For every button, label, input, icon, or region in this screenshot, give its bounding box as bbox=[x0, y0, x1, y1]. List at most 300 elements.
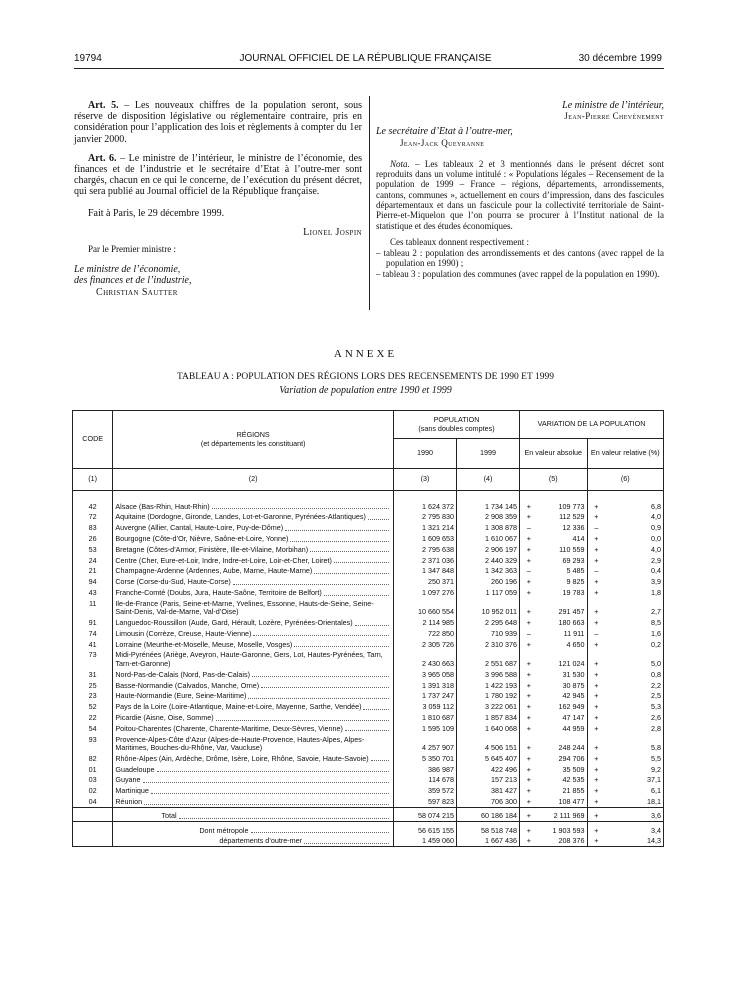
row-pop-1999: 5 645 407 bbox=[457, 753, 520, 764]
row-pop-1990: 1 321 214 bbox=[393, 522, 456, 533]
row-code: 22 bbox=[73, 712, 113, 723]
row-pop-1990: 2 371 036 bbox=[393, 554, 456, 565]
row-region bbox=[113, 565, 394, 576]
row-code: 41 bbox=[73, 638, 113, 649]
row-abs-sign: + bbox=[520, 669, 538, 680]
row-pop-1990: 3 965 058 bbox=[393, 669, 456, 680]
row-code: 53 bbox=[73, 544, 113, 555]
dom-row-text: départements d’outre-mer bbox=[219, 836, 303, 846]
row-rel-sign: + bbox=[587, 587, 605, 598]
region-leader bbox=[115, 513, 391, 522]
table-title: TABLEAU A : POPULATION DES RÉGIONS LORS DES RECENSEMENTS DE 1990 ET 1999 bbox=[177, 372, 554, 382]
dom-row bbox=[73, 835, 664, 846]
dom-row-pop-1990: 1 459 060 bbox=[393, 835, 456, 846]
row-abs-value: 162 949 bbox=[558, 702, 585, 712]
dot-leader bbox=[345, 725, 389, 732]
row-pop-1999: 1 780 192 bbox=[457, 690, 520, 701]
dot-leader bbox=[157, 766, 389, 773]
row-region bbox=[113, 576, 394, 587]
dot-leader bbox=[179, 812, 389, 819]
row-region bbox=[113, 669, 394, 680]
row-rel-sign: + bbox=[587, 598, 605, 617]
region-name: Ile-de-France (Paris, Seine-et-Marne, Yvelines, Essonne, Hauts-de-Seine, Seine-Saint-Denis, Val-de-Marne, Val-d’Oise) bbox=[115, 598, 374, 617]
region-leader bbox=[115, 766, 391, 775]
dom-row-rel-sign: + bbox=[587, 835, 605, 846]
row-abs-sign: + bbox=[520, 576, 538, 587]
row-region bbox=[113, 501, 394, 512]
row-region bbox=[113, 763, 394, 774]
dot-leader bbox=[216, 714, 389, 721]
row-region bbox=[113, 617, 394, 628]
header-population bbox=[393, 411, 519, 439]
row-pop-1990: 2 430 663 bbox=[393, 649, 456, 668]
row-rel-value: 6,8 bbox=[605, 501, 663, 512]
region-name: Nord-Pas-de-Calais (Nord, Pas-de-Calais) bbox=[115, 669, 250, 679]
table-row bbox=[73, 796, 664, 807]
table-row bbox=[73, 533, 664, 544]
region-name: Alsace (Bas-Rhin, Haut-Rhin) bbox=[115, 501, 210, 511]
region-name: Languedoc-Roussillon (Aude, Gard, Hérault, Lozère, Pyrénées-Orientales) bbox=[115, 618, 353, 628]
row-code: 72 bbox=[73, 511, 113, 522]
row-rel-value: 2,9 bbox=[605, 554, 663, 565]
metro-row-pop-1999: 58 518 748 bbox=[457, 821, 520, 835]
row-abs-sign: + bbox=[520, 753, 538, 764]
row-rel-sign: + bbox=[587, 554, 605, 565]
dot-leader bbox=[285, 524, 389, 531]
row-region bbox=[113, 733, 394, 752]
sum-leader bbox=[115, 837, 391, 846]
dom-row-label bbox=[113, 835, 394, 846]
table-row bbox=[73, 712, 664, 723]
row-abs-sign: + bbox=[520, 679, 538, 690]
row-abs-sign: + bbox=[520, 774, 538, 785]
row-pop-1990: 1 347 848 bbox=[393, 565, 456, 576]
secretary-outremer: Le secrétaire d’Etat à l’outre-mer, bbox=[376, 126, 513, 138]
row-rel-sign: + bbox=[587, 763, 605, 774]
row-abs-value: 42 535 bbox=[562, 775, 585, 785]
row-rel-value: 4,0 bbox=[605, 511, 663, 522]
row-pop-1990: 4 257 907 bbox=[393, 733, 456, 752]
row-pop-1999: 10 952 011 bbox=[457, 598, 520, 617]
row-region bbox=[113, 533, 394, 544]
row-rel-sign: + bbox=[587, 701, 605, 712]
region-leader bbox=[115, 524, 391, 533]
dot-leader bbox=[261, 682, 389, 689]
row-code: 02 bbox=[73, 785, 113, 796]
ces-tableaux: Ces tableaux donnent respectivement : bbox=[390, 236, 529, 247]
spacer-cell bbox=[457, 491, 520, 501]
row-rel-value: 2,5 bbox=[605, 690, 663, 701]
row-abs-sign: + bbox=[520, 785, 538, 796]
table-row bbox=[73, 753, 664, 764]
row-abs-value: 121 024 bbox=[558, 659, 585, 669]
row-code: 26 bbox=[73, 533, 113, 544]
region-leader bbox=[115, 578, 391, 587]
row-pop-1990: 386 987 bbox=[393, 763, 456, 774]
row-pop-1999: 1 342 363 bbox=[457, 565, 520, 576]
row-region bbox=[113, 690, 394, 701]
header-population-sub: (sans doubles comptes) bbox=[418, 423, 495, 433]
row-pop-1999: 710 939 bbox=[457, 628, 520, 639]
region-name: Franche-Comté (Doubs, Jura, Haute-Saône, Territoire de Belfort) bbox=[115, 587, 322, 597]
column-divider bbox=[369, 96, 370, 310]
colnum-2: (2) bbox=[113, 469, 394, 491]
table-row bbox=[73, 723, 664, 734]
header-regions-label: RÉGIONS bbox=[236, 429, 270, 439]
row-region bbox=[113, 522, 394, 533]
minister-eco-line1: Le ministre de l’économie, bbox=[74, 264, 181, 276]
spacer-cell bbox=[587, 491, 605, 501]
sum-code-empty bbox=[73, 835, 113, 846]
spacer-cell bbox=[73, 491, 113, 501]
region-name: Poitou-Charentes (Charente, Charente-Maritime, Deux-Sèvres, Vienne) bbox=[115, 723, 343, 733]
nota-label: Nota. bbox=[390, 158, 410, 169]
row-abs-value: 109 773 bbox=[558, 501, 585, 511]
row-code: 91 bbox=[73, 617, 113, 628]
row-pop-1999: 1 610 067 bbox=[457, 533, 520, 544]
row-pop-1999: 1 640 068 bbox=[457, 723, 520, 734]
table-row bbox=[73, 701, 664, 712]
row-abs-value: 12 336 bbox=[562, 523, 585, 533]
region-leader bbox=[115, 755, 391, 764]
region-name: Martinique bbox=[115, 786, 149, 796]
metro-row-pop-1990: 56 615 155 bbox=[393, 821, 456, 835]
row-pop-1990: 1 391 318 bbox=[393, 679, 456, 690]
row-pop-1999: 422 496 bbox=[457, 763, 520, 774]
header-rule bbox=[74, 68, 664, 69]
row-rel-sign: + bbox=[587, 669, 605, 680]
table-body bbox=[73, 491, 664, 847]
dot-leader bbox=[248, 692, 389, 699]
right-column bbox=[376, 100, 664, 279]
row-abs-sign: + bbox=[520, 712, 538, 723]
region-leader bbox=[115, 776, 391, 785]
region-leader bbox=[115, 567, 391, 576]
row-code: 23 bbox=[73, 690, 113, 701]
row-region bbox=[113, 638, 394, 649]
row-rel-value: 0,8 bbox=[605, 669, 663, 680]
nota-paragraph bbox=[376, 159, 664, 231]
row-rel-sign: + bbox=[587, 501, 605, 512]
row-rel-value: 6,1 bbox=[605, 785, 663, 796]
row-abs-value: 248 244 bbox=[558, 743, 585, 753]
colnum-1: (1) bbox=[73, 469, 113, 491]
row-region bbox=[113, 587, 394, 598]
header-code: CODE bbox=[73, 411, 113, 469]
row-pop-1990: 114 678 bbox=[393, 774, 456, 785]
row-pop-1999: 2 310 376 bbox=[457, 638, 520, 649]
row-rel-value: 1,8 bbox=[605, 587, 663, 598]
article-5-label: Art. 5. bbox=[88, 100, 119, 111]
dot-leader bbox=[294, 641, 389, 648]
row-region bbox=[113, 796, 394, 807]
signatory-name: Lionel Jospin bbox=[303, 226, 362, 238]
row-rel-value: 0,0 bbox=[605, 533, 663, 544]
row-pop-1999: 706 300 bbox=[457, 796, 520, 807]
metro-row bbox=[73, 821, 664, 835]
minister-interior-name: Jean-Pierre Chevènement bbox=[564, 111, 664, 122]
dot-leader bbox=[212, 503, 389, 510]
header-abs: En valeur absolue bbox=[520, 439, 588, 469]
row-pop-1990: 1 737 247 bbox=[393, 690, 456, 701]
region-leader bbox=[115, 692, 391, 701]
row-abs-sign: + bbox=[520, 617, 538, 628]
dot-leader bbox=[143, 776, 389, 783]
row-pop-1999: 260 196 bbox=[457, 576, 520, 587]
row-rel-value: 0,9 bbox=[605, 522, 663, 533]
row-abs-sign: + bbox=[520, 544, 538, 555]
article-6-text: – Le ministre de l’intérieur, le ministre de l’économie, des finances et de l’industrie et le secrétaire d’Etat à l’outre-mer sont chargés, chacun en ce qui le concerne, de l’exécution du présent décret, qui sera publié au Journal officiel de la République française. bbox=[74, 152, 362, 198]
region-leader bbox=[115, 787, 391, 796]
row-rel-sign: – bbox=[587, 565, 605, 576]
row-abs-value: 108 477 bbox=[558, 797, 585, 806]
row-rel-value: 4,0 bbox=[605, 544, 663, 555]
row-region bbox=[113, 628, 394, 639]
row-pop-1990: 1 609 653 bbox=[393, 533, 456, 544]
dot-leader bbox=[368, 513, 389, 520]
population-table bbox=[72, 410, 664, 847]
dot-leader bbox=[252, 671, 389, 678]
region-leader bbox=[115, 798, 391, 807]
issue-date: 30 décembre 1999 bbox=[578, 53, 662, 64]
region-name: Aquitaine (Dordogne, Gironde, Landes, Lot-et-Garonne, Pyrénées-Atlantiques) bbox=[115, 512, 366, 522]
row-pop-1990: 1 097 276 bbox=[393, 587, 456, 598]
region-leader bbox=[115, 535, 391, 544]
header-regions-sub: (et départements les constituant) bbox=[200, 438, 306, 448]
row-abs-value: 11 911 bbox=[563, 628, 585, 638]
row-code: 83 bbox=[73, 522, 113, 533]
colnum-5: (5) bbox=[520, 469, 588, 491]
row-rel-sign: + bbox=[587, 796, 605, 807]
row-abs-value: 47 147 bbox=[562, 712, 585, 722]
spacer-row bbox=[73, 491, 664, 501]
spacer-cell bbox=[520, 491, 538, 501]
row-rel-value: 37,1 bbox=[605, 774, 663, 785]
region-name: Auvergne (Allier, Cantal, Haute-Loire, Puy-de-Dôme) bbox=[115, 523, 284, 533]
total-row bbox=[73, 807, 664, 821]
row-pop-1999: 2 440 329 bbox=[457, 554, 520, 565]
dom-row-abs-sign: + bbox=[520, 835, 538, 846]
row-rel-sign: + bbox=[587, 576, 605, 587]
row-pop-1999: 1 308 878 bbox=[457, 522, 520, 533]
row-region bbox=[113, 554, 394, 565]
table-row bbox=[73, 649, 664, 668]
row-code: 93 bbox=[73, 733, 113, 752]
row-rel-sign: + bbox=[587, 617, 605, 628]
row-abs-value: 9 825 bbox=[566, 577, 585, 587]
sum-leader bbox=[115, 812, 391, 821]
dot-leader bbox=[233, 578, 389, 585]
row-pop-1990: 5 350 701 bbox=[393, 753, 456, 764]
total-row-label bbox=[113, 807, 394, 821]
dot-leader bbox=[371, 755, 389, 762]
row-abs-value: 31 530 bbox=[562, 669, 585, 679]
row-abs-value: 69 293 bbox=[562, 555, 585, 565]
row-rel-value: 9,2 bbox=[605, 763, 663, 774]
row-pop-1999: 3 222 061 bbox=[457, 701, 520, 712]
total-row-abs-value: 2 111 969 bbox=[538, 807, 587, 821]
row-pop-1990: 10 660 554 bbox=[393, 598, 456, 617]
row-rel-sign: + bbox=[587, 753, 605, 764]
region-name: Corse (Corse-du-Sud, Haute-Corse) bbox=[115, 577, 231, 587]
row-abs-value: 180 663 bbox=[558, 618, 585, 628]
region-name: Haute-Normandie (Eure, Seine-Maritime) bbox=[115, 691, 247, 701]
row-abs-sign: + bbox=[520, 733, 538, 752]
dot-leader bbox=[304, 837, 389, 844]
row-region bbox=[113, 679, 394, 690]
row-rel-sign: + bbox=[587, 785, 605, 796]
region-leader bbox=[115, 630, 391, 639]
dot-leader bbox=[324, 589, 389, 596]
row-region bbox=[113, 723, 394, 734]
row-code: 42 bbox=[73, 501, 113, 512]
row-rel-sign: + bbox=[587, 733, 605, 752]
region-name: Bretagne (Côtes-d’Armor, Finistère, Ille-et-Vilaine, Morbihan) bbox=[115, 544, 309, 554]
region-name: Limousin (Corrèze, Creuse, Haute-Vienne) bbox=[115, 628, 252, 638]
row-pop-1990: 2 114 985 bbox=[393, 617, 456, 628]
row-abs-sign: – bbox=[520, 522, 538, 533]
row-pop-1990: 2 305 726 bbox=[393, 638, 456, 649]
region-leader bbox=[115, 736, 391, 753]
table-row bbox=[73, 554, 664, 565]
dot-leader bbox=[151, 787, 389, 794]
total-row-text: Total bbox=[161, 811, 177, 820]
region-name: Champagne-Ardenne (Ardennes, Aube, Marne, Haute-Marne) bbox=[115, 566, 313, 576]
row-abs-sign: + bbox=[520, 511, 538, 522]
row-rel-value: 1,6 bbox=[605, 628, 663, 639]
row-abs-value: 5 485 bbox=[566, 566, 585, 576]
row-abs-sign: + bbox=[520, 598, 538, 617]
row-rel-sign: + bbox=[587, 511, 605, 522]
header-rel: En valeur relative (%) bbox=[587, 439, 663, 469]
row-region bbox=[113, 544, 394, 555]
row-code: 31 bbox=[73, 669, 113, 680]
row-code: 04 bbox=[73, 796, 113, 807]
row-abs-value: 42 945 bbox=[562, 691, 585, 701]
table-row bbox=[73, 785, 664, 796]
row-pop-1999: 157 213 bbox=[457, 774, 520, 785]
row-rel-value: 0,2 bbox=[605, 638, 663, 649]
row-rel-sign: + bbox=[587, 679, 605, 690]
row-pop-1990: 1 810 687 bbox=[393, 712, 456, 723]
row-rel-value: 3,9 bbox=[605, 576, 663, 587]
spacer-cell bbox=[393, 491, 456, 501]
row-code: 94 bbox=[73, 576, 113, 587]
minister-eco-name: Christian Sautter bbox=[96, 286, 178, 298]
header-regions bbox=[113, 411, 394, 469]
row-region bbox=[113, 649, 394, 668]
dot-leader bbox=[355, 619, 389, 626]
row-pop-1999: 2 906 197 bbox=[457, 544, 520, 555]
table-row bbox=[73, 544, 664, 555]
row-abs-sign: + bbox=[520, 796, 538, 807]
metro-row-abs-value: 1 903 593 bbox=[538, 821, 587, 835]
total-row-rel-sign: + bbox=[587, 807, 605, 821]
row-code: 74 bbox=[73, 628, 113, 639]
row-pop-1999: 2 295 648 bbox=[457, 617, 520, 628]
journal-title: JOURNAL OFFICIEL DE LA RÉPUBLIQUE FRANÇAISE bbox=[239, 53, 492, 64]
region-leader bbox=[115, 641, 391, 650]
metro-row-rel-sign: + bbox=[587, 821, 605, 835]
row-rel-sign: + bbox=[587, 690, 605, 701]
region-name: Basse-Normandie (Calvados, Manche, Orne) bbox=[115, 680, 260, 690]
row-region bbox=[113, 712, 394, 723]
region-name: Centre (Cher, Eure-et-Loir, Indre, Indre-et-Loire, Loir-et-Cher, Loiret) bbox=[115, 555, 332, 565]
dot-leader bbox=[251, 827, 389, 834]
row-abs-value: 4 650 bbox=[566, 639, 585, 649]
list-item-tableau-2: – tableau 2 : population des arrondissements et des cantons (avec rappel de la population en 1990) ; bbox=[376, 248, 664, 269]
row-region bbox=[113, 774, 394, 785]
row-rel-value: 2,8 bbox=[605, 723, 663, 734]
total-row-pop-1990: 58 074 215 bbox=[393, 807, 456, 821]
nota-text: – Les tableaux 2 et 3 mentionnés dans le présent décret sont reproduits dans un volume intitulé : « Populations légales – Recensement de la population de 1999 – France – régions, départements, arrondissements, cantons, communes », actuellement en cours d’impression, dans des fascicules départementaux et dans un fascicule pour la collectivité territoriale de Saint-Pierre-et-Miquelon que l’on pourra se procurer à l’Institut national de la statistique et des études économiques. bbox=[376, 158, 664, 231]
dot-leader bbox=[290, 535, 389, 542]
table-subtitle: Variation de population entre 1990 et 1999 bbox=[279, 385, 452, 396]
row-rel-sign: – bbox=[587, 522, 605, 533]
table-row bbox=[73, 511, 664, 522]
row-pop-1999: 4 506 151 bbox=[457, 733, 520, 752]
row-code: 24 bbox=[73, 554, 113, 565]
metro-row-text: Dont métropole bbox=[199, 825, 249, 835]
row-rel-value: 5,5 bbox=[605, 753, 663, 764]
row-pop-1999: 2 551 687 bbox=[457, 649, 520, 668]
annexe-title: ANNEXE bbox=[333, 348, 398, 360]
row-pop-1990: 1 624 372 bbox=[393, 501, 456, 512]
total-row-pop-1999: 60 186 184 bbox=[457, 807, 520, 821]
dot-leader bbox=[314, 567, 389, 574]
colnum-3: (3) bbox=[393, 469, 456, 491]
row-rel-sign: + bbox=[587, 649, 605, 668]
row-region bbox=[113, 598, 394, 617]
row-abs-value: 294 706 bbox=[558, 753, 585, 763]
row-abs-sign: + bbox=[520, 533, 538, 544]
row-pop-1990: 3 059 112 bbox=[393, 701, 456, 712]
header-variation: VARIATION DE LA POPULATION bbox=[520, 411, 664, 439]
region-leader bbox=[115, 671, 391, 680]
row-region bbox=[113, 701, 394, 712]
row-code: 43 bbox=[73, 587, 113, 598]
row-pop-1990: 1 595 109 bbox=[393, 723, 456, 734]
row-pop-1999: 1 857 834 bbox=[457, 712, 520, 723]
row-abs-sign: + bbox=[520, 701, 538, 712]
dot-leader bbox=[334, 557, 389, 564]
row-rel-value: 2,7 bbox=[605, 598, 663, 617]
region-leader bbox=[115, 503, 391, 512]
dom-row-pop-1999: 1 667 436 bbox=[457, 835, 520, 846]
row-rel-sign: + bbox=[587, 774, 605, 785]
table-row bbox=[73, 587, 664, 598]
row-rel-sign: + bbox=[587, 723, 605, 734]
row-code: 82 bbox=[73, 753, 113, 764]
colnum-4: (4) bbox=[457, 469, 520, 491]
dot-leader bbox=[144, 798, 389, 805]
row-pop-1999: 2 908 359 bbox=[457, 511, 520, 522]
sum-leader bbox=[115, 827, 391, 836]
region-leader bbox=[115, 546, 391, 555]
table-row bbox=[73, 690, 664, 701]
region-leader bbox=[115, 725, 391, 734]
row-abs-value: 291 457 bbox=[558, 607, 585, 617]
row-abs-sign: + bbox=[520, 587, 538, 598]
row-code: 52 bbox=[73, 701, 113, 712]
row-rel-value: 18,1 bbox=[605, 796, 663, 807]
spacer-cell bbox=[605, 491, 663, 501]
header-population-label: POPULATION bbox=[433, 414, 480, 424]
row-abs-value: 21 855 bbox=[562, 786, 585, 796]
row-abs-value: 35 509 bbox=[562, 764, 585, 774]
article-6 bbox=[74, 153, 362, 198]
metro-row-label bbox=[113, 821, 394, 835]
